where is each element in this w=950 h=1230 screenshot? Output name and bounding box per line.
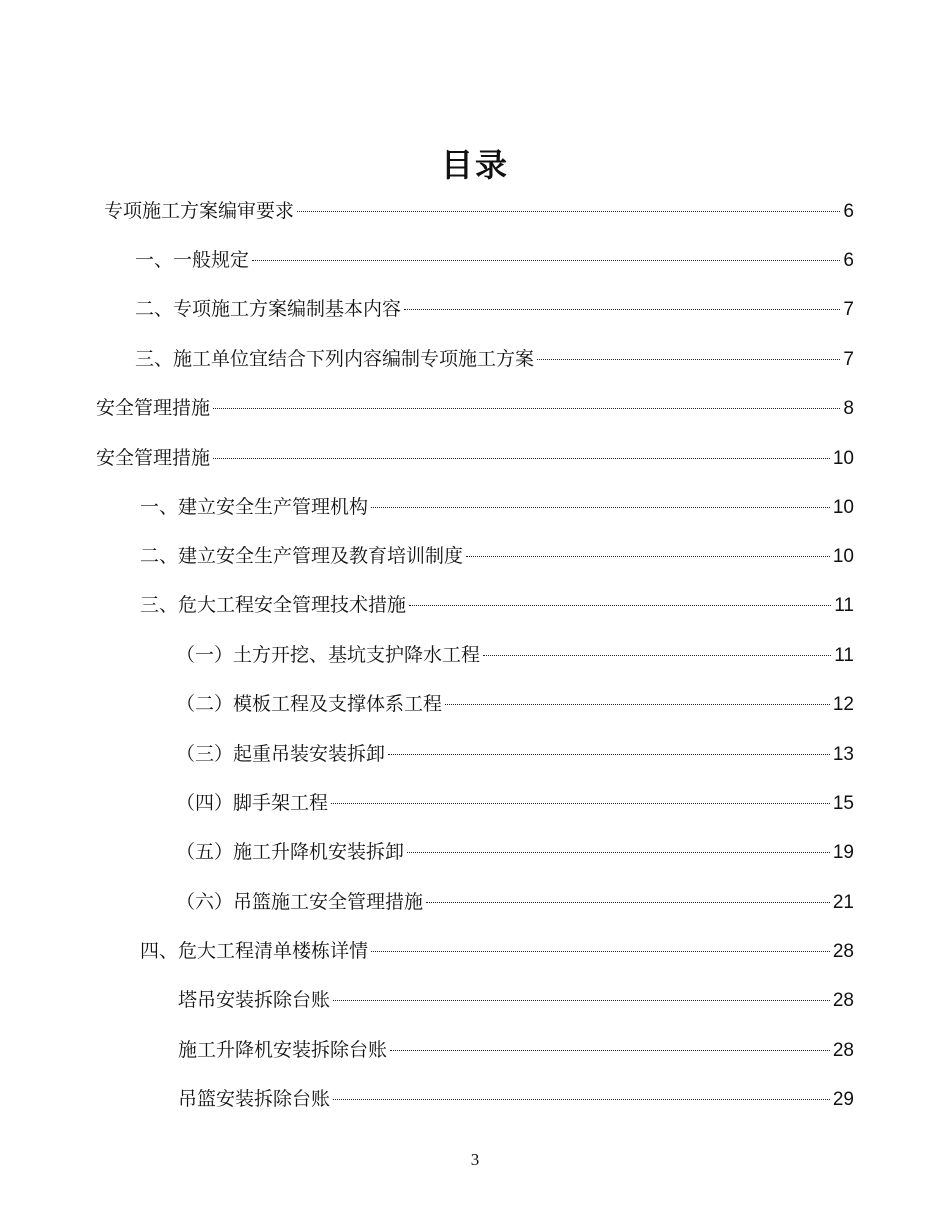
- toc-entry-page: 13: [832, 744, 854, 765]
- toc-entry-page: 21: [832, 892, 854, 913]
- toc-entry-page: 10: [832, 448, 854, 469]
- toc-entry-page: 15: [832, 793, 854, 814]
- toc-leader: [331, 803, 830, 804]
- toc-entry[interactable]: [178, 986, 854, 1014]
- toc-entry-label: 一、一般规定: [135, 249, 250, 271]
- toc-entry-label: 施工升降机安装拆除台账: [178, 1039, 388, 1061]
- toc-leader: [297, 211, 840, 212]
- toc-entry-page: 28: [832, 941, 854, 962]
- toc-entry[interactable]: [135, 246, 854, 274]
- toc-entry-page: 7: [843, 349, 854, 370]
- toc-leader: [390, 1050, 830, 1051]
- toc-entry[interactable]: [140, 591, 854, 619]
- toc-entry[interactable]: [178, 1085, 854, 1113]
- toc-entry-label: 四、危大工程清单楼栋详情: [140, 940, 369, 962]
- toc-entry-page: 12: [832, 694, 854, 715]
- toc-entry-label: 专项施工方案编审要求: [104, 200, 295, 222]
- toc-entry-label: 二、专项施工方案编制基本内容: [135, 298, 402, 320]
- toc-entry-label: 三、危大工程安全管理技术措施: [140, 594, 407, 616]
- toc-entry-page: 6: [843, 201, 854, 222]
- toc-leader: [404, 309, 840, 310]
- toc-entry-label: （六）吊篮施工安全管理措施: [176, 891, 424, 913]
- toc-entry[interactable]: [140, 493, 854, 521]
- toc-entry[interactable]: [176, 838, 854, 866]
- toc-entry-label: 一、建立安全生产管理机构: [140, 496, 369, 518]
- toc-entry-label: 安全管理措施: [96, 397, 211, 419]
- toc-leader: [371, 507, 830, 508]
- toc-entry-label: 三、施工单位宜结合下列内容编制专项施工方案: [135, 348, 535, 370]
- toc-entry-page: 28: [832, 1040, 854, 1061]
- toc-entry[interactable]: [104, 197, 854, 225]
- toc-leader: [466, 556, 830, 557]
- toc-entry-page: 29: [832, 1089, 854, 1110]
- toc-entry-label: （三）起重吊装安装拆卸: [176, 743, 386, 765]
- toc-entry[interactable]: [135, 295, 854, 323]
- toc-entry[interactable]: [176, 740, 854, 768]
- page-title: 目录: [440, 146, 509, 184]
- toc-entry[interactable]: [140, 542, 854, 570]
- toc-entry[interactable]: [96, 394, 854, 422]
- toc-entry[interactable]: [96, 444, 854, 472]
- toc-leader: [213, 408, 840, 409]
- toc-entry[interactable]: [178, 1036, 854, 1064]
- toc-entry-page: 11: [834, 595, 854, 616]
- toc-entry-page: 7: [843, 299, 854, 320]
- toc-entry[interactable]: [176, 888, 854, 916]
- toc-leader: [388, 754, 830, 755]
- toc-entry-label: 安全管理措施: [96, 447, 211, 469]
- toc-leader: [213, 458, 830, 459]
- toc-entry-page: 6: [843, 250, 854, 271]
- toc-leader: [333, 1099, 830, 1100]
- toc-leader: [483, 655, 831, 656]
- toc-entry-label: 塔吊安装拆除台账: [178, 989, 331, 1011]
- toc-leader: [409, 605, 831, 606]
- toc-entry[interactable]: [135, 345, 854, 373]
- toc-entry-page: 8: [843, 398, 854, 419]
- toc-entry-label: 二、建立安全生产管理及教育培训制度: [140, 545, 464, 567]
- toc-entry[interactable]: [176, 641, 854, 669]
- toc-entry-page: 19: [832, 842, 854, 863]
- toc-entry-page: 10: [832, 497, 854, 518]
- toc-entry-label: （二）模板工程及支撑体系工程: [176, 693, 443, 715]
- page-number: 3: [470, 1150, 480, 1169]
- toc-entry-page: 28: [832, 990, 854, 1011]
- toc-entry-page: 10: [832, 546, 854, 567]
- toc-leader: [407, 852, 830, 853]
- toc-entry[interactable]: [176, 789, 854, 817]
- toc-entry[interactable]: [176, 690, 854, 718]
- toc-entry[interactable]: [140, 937, 854, 965]
- toc-leader: [445, 704, 830, 705]
- toc-leader: [371, 951, 830, 952]
- toc-entry-label: 吊篮安装拆除台账: [178, 1088, 331, 1110]
- toc-leader: [252, 260, 840, 261]
- toc-leader: [333, 1000, 830, 1001]
- toc-entry-label: （一）土方开挖、基坑支护降水工程: [176, 644, 481, 666]
- toc-entry-label: （四）脚手架工程: [176, 792, 329, 814]
- toc-entry-page: 11: [834, 645, 854, 666]
- toc-entry-label: （五）施工升降机安装拆卸: [176, 841, 405, 863]
- toc-leader: [426, 902, 830, 903]
- toc-leader: [537, 359, 840, 360]
